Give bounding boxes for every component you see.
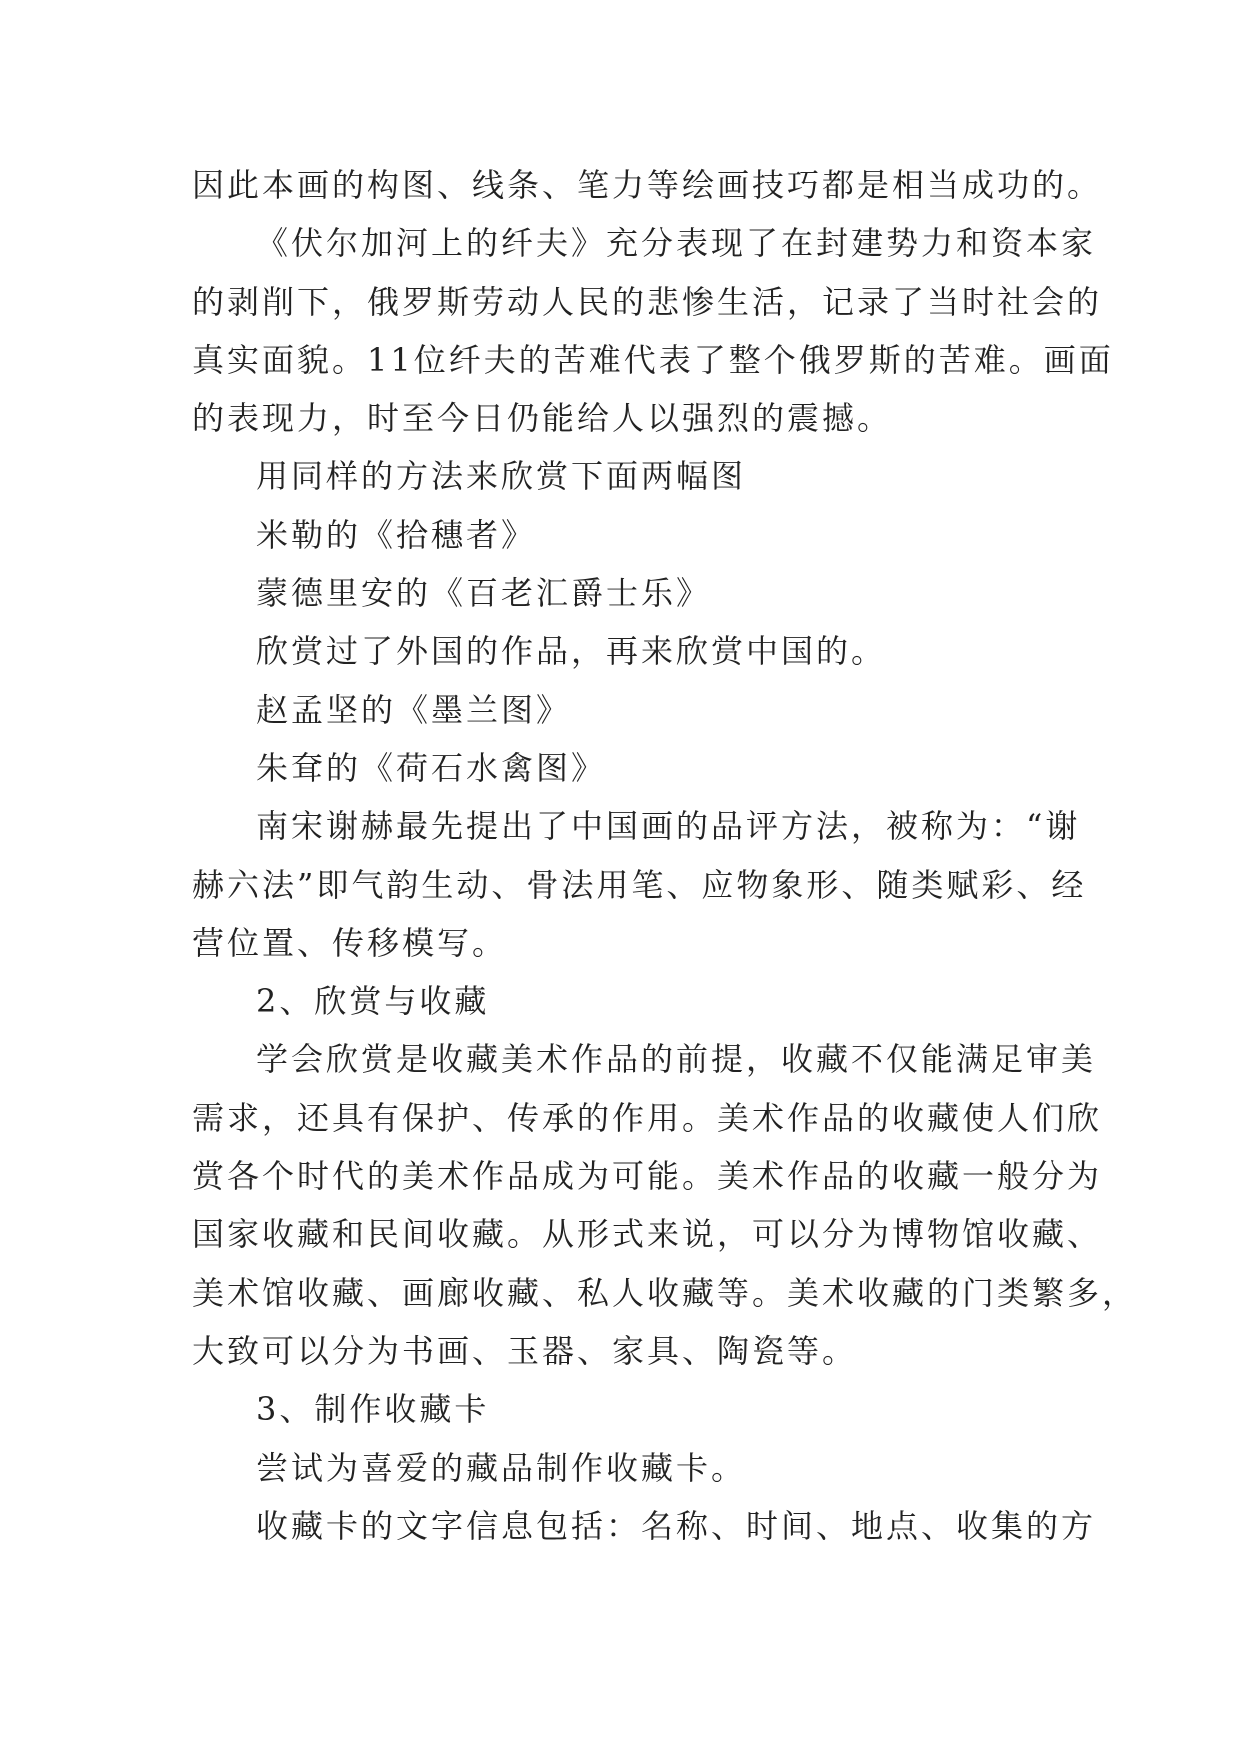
text-line: 真实面貌。11位纤夫的苦难代表了整个俄罗斯的苦难。画面: [192, 340, 1114, 379]
text-line: 赵孟坚的《墨兰图》: [256, 690, 572, 729]
text-line: 收藏卡的文字信息包括：名称、时间、地点、收集的方: [256, 1506, 1097, 1545]
text-line: 赫六法”即气韵生动、骨法用笔、应物象形、随类赋彩、经: [192, 865, 1087, 904]
text-line: 国家收藏和民间收藏。从形式来说，可以分为博物馆收藏、: [192, 1215, 1103, 1254]
text-line: 赏各个时代的美术作品成为可能。美术作品的收藏一般分为: [192, 1157, 1103, 1196]
text-line: 尝试为喜爱的藏品制作收藏卡。: [256, 1448, 747, 1487]
text-line: 用同样的方法来欣赏下面两幅图: [256, 457, 747, 496]
text-line: 《伏尔加河上的纤夫》充分表现了在封建势力和资本家: [256, 224, 1097, 263]
text-line: 需求，还具有保护、传承的作用。美术作品的收藏使人们欣: [192, 1098, 1103, 1137]
text-line: 的剥削下，俄罗斯劳动人民的悲惨生活，记录了当时社会的: [192, 282, 1103, 321]
text-line: 蒙德里安的《百老汇爵士乐》: [256, 574, 712, 613]
text-line: 欣赏过了外国的作品，再来欣赏中国的。: [256, 632, 887, 671]
text-line: 因此本画的构图、线条、笔力等绘画技巧都是相当成功的。: [192, 166, 1103, 204]
text-line: 学会欣赏是收藏美术作品的前提，收藏不仅能满足审美: [256, 1040, 1097, 1079]
text-line: 朱耷的《荷石水禽图》: [256, 748, 607, 787]
section-heading: 2、欣赏与收藏: [256, 982, 490, 1021]
body-text: [192, 156, 1138, 1555]
text-line: 美术馆收藏、画廊收藏、私人收藏等。美术收藏的门类繁多，: [192, 1273, 1138, 1312]
text-line: 大致可以分为书画、玉器、家具、陶瓷等。: [192, 1331, 858, 1370]
text-line: 米勒的《拾穗者》: [256, 515, 537, 554]
text-line: 的表现力，时至今日仍能给人以强烈的震撼。: [192, 399, 893, 438]
section-heading: 3、制作收藏卡: [256, 1390, 490, 1429]
text-line: 营位置、传移模写。: [192, 923, 508, 962]
text-line: 南宋谢赫最先提出了中国画的品评方法，被称为：“谢: [256, 807, 1081, 846]
